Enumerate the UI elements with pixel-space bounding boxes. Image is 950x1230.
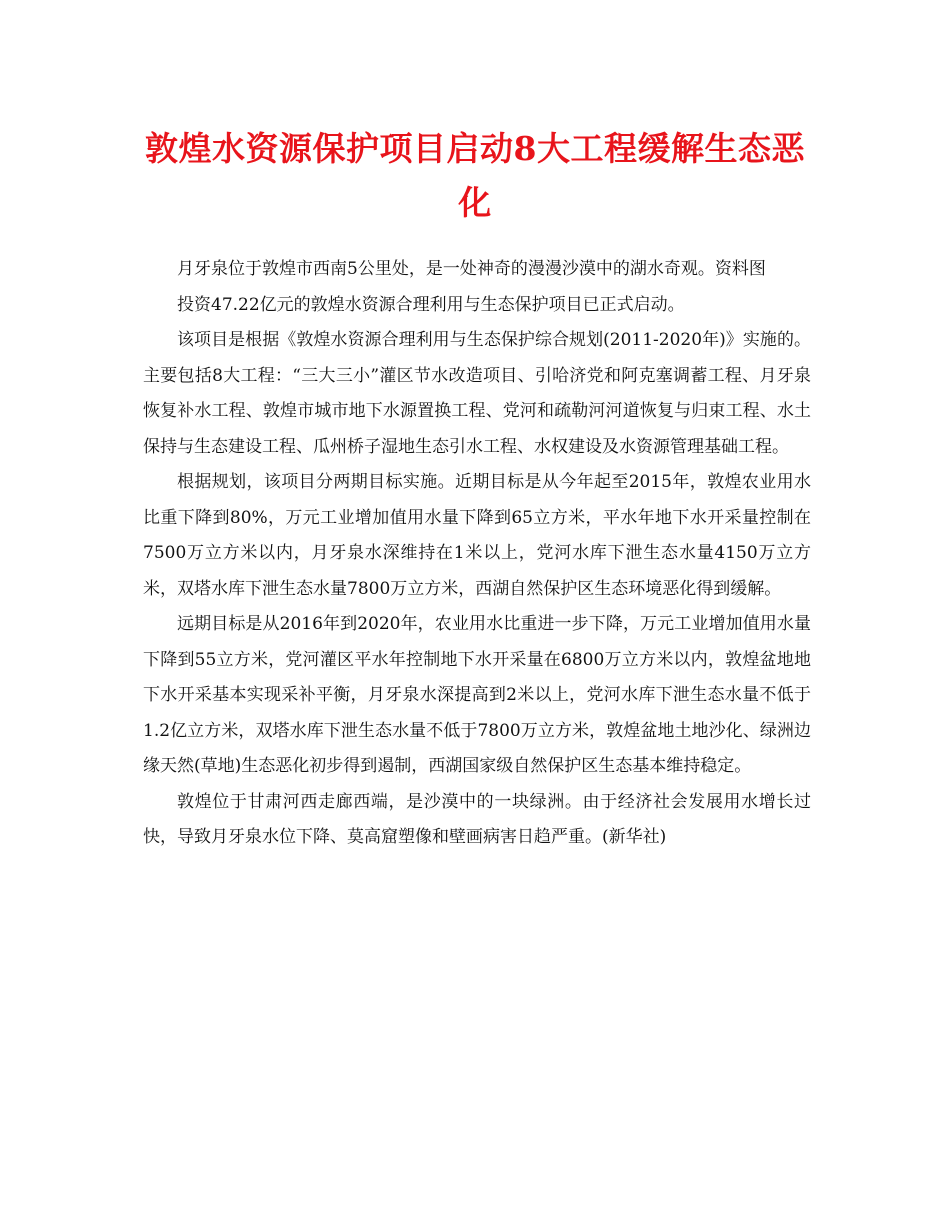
paragraph-investment: 投资47.22亿元的敦煌水资源合理利用与生态保护项目已正式启动。 <box>177 294 685 315</box>
paragraph-projects: 该项目是根据《敦煌水资源合理利用与生态保护综合规划(2011-2020年)》实施的。主要包括8大工程：“三大三小”灌区节水改造项目、引哈济党和阿克塞调蓄工程、月牙泉恢复补水工程、敦煌市城市地下水源置换工程、党河和疏勒河河道恢复与归束工程、水土保持与生态建设工程、瓜州桥子湿地生态引水工程、水权建设及水资源管理基础工程。 <box>143 330 811 457</box>
article-title: 敦煌水资源保护项目启动8大工程缓解生态恶化 <box>145 129 805 222</box>
article-body <box>143 252 811 856</box>
paragraph-near-term-goals: 根据规划，该项目分两期目标实施。近期目标是从今年起至2015年，敦煌农业用水比重下降到80%，万元工业增加值用水量下降到65立方米，平水年地下水开采量控制在7500万立方米以内，月牙泉水深维持在1米以上，党河水库下泄生态水量4150万立方米，双塔水库下泄生态水量7800万立方米，西湖自然保护区生态环境恶化得到缓解。 <box>143 472 811 599</box>
paragraph-long-term-goals: 远期目标是从2016年到2020年，农业用水比重进一步下降，万元工业增加值用水量下降到55立方米，党河灌区平水年控制地下水开采量在6800万立方米以内，敦煌盆地地下水开采基本实现采补平衡，月牙泉水深提高到2米以上，党河水库下泄生态水量不低于1.2亿立方米，双塔水库下泄生态水量不低于7800万立方米，敦煌盆地土地沙化、绿洲边缘天然(草地)生态恶化初步得到遏制，西湖国家级自然保护区生态基本维持稳定。 <box>143 614 811 776</box>
paragraph-caption: 月牙泉位于敦煌市西南5公里处，是一处神奇的漫漫沙漠中的湖水奇观。资料图 <box>177 259 766 279</box>
paragraph-background: 敦煌位于甘肃河西走廊西端，是沙漠中的一块绿洲。由于经济社会发展用水增长过快，导致月牙泉水位下降、莫高窟塑像和壁画病害日趋严重。(新华社) <box>143 791 811 847</box>
